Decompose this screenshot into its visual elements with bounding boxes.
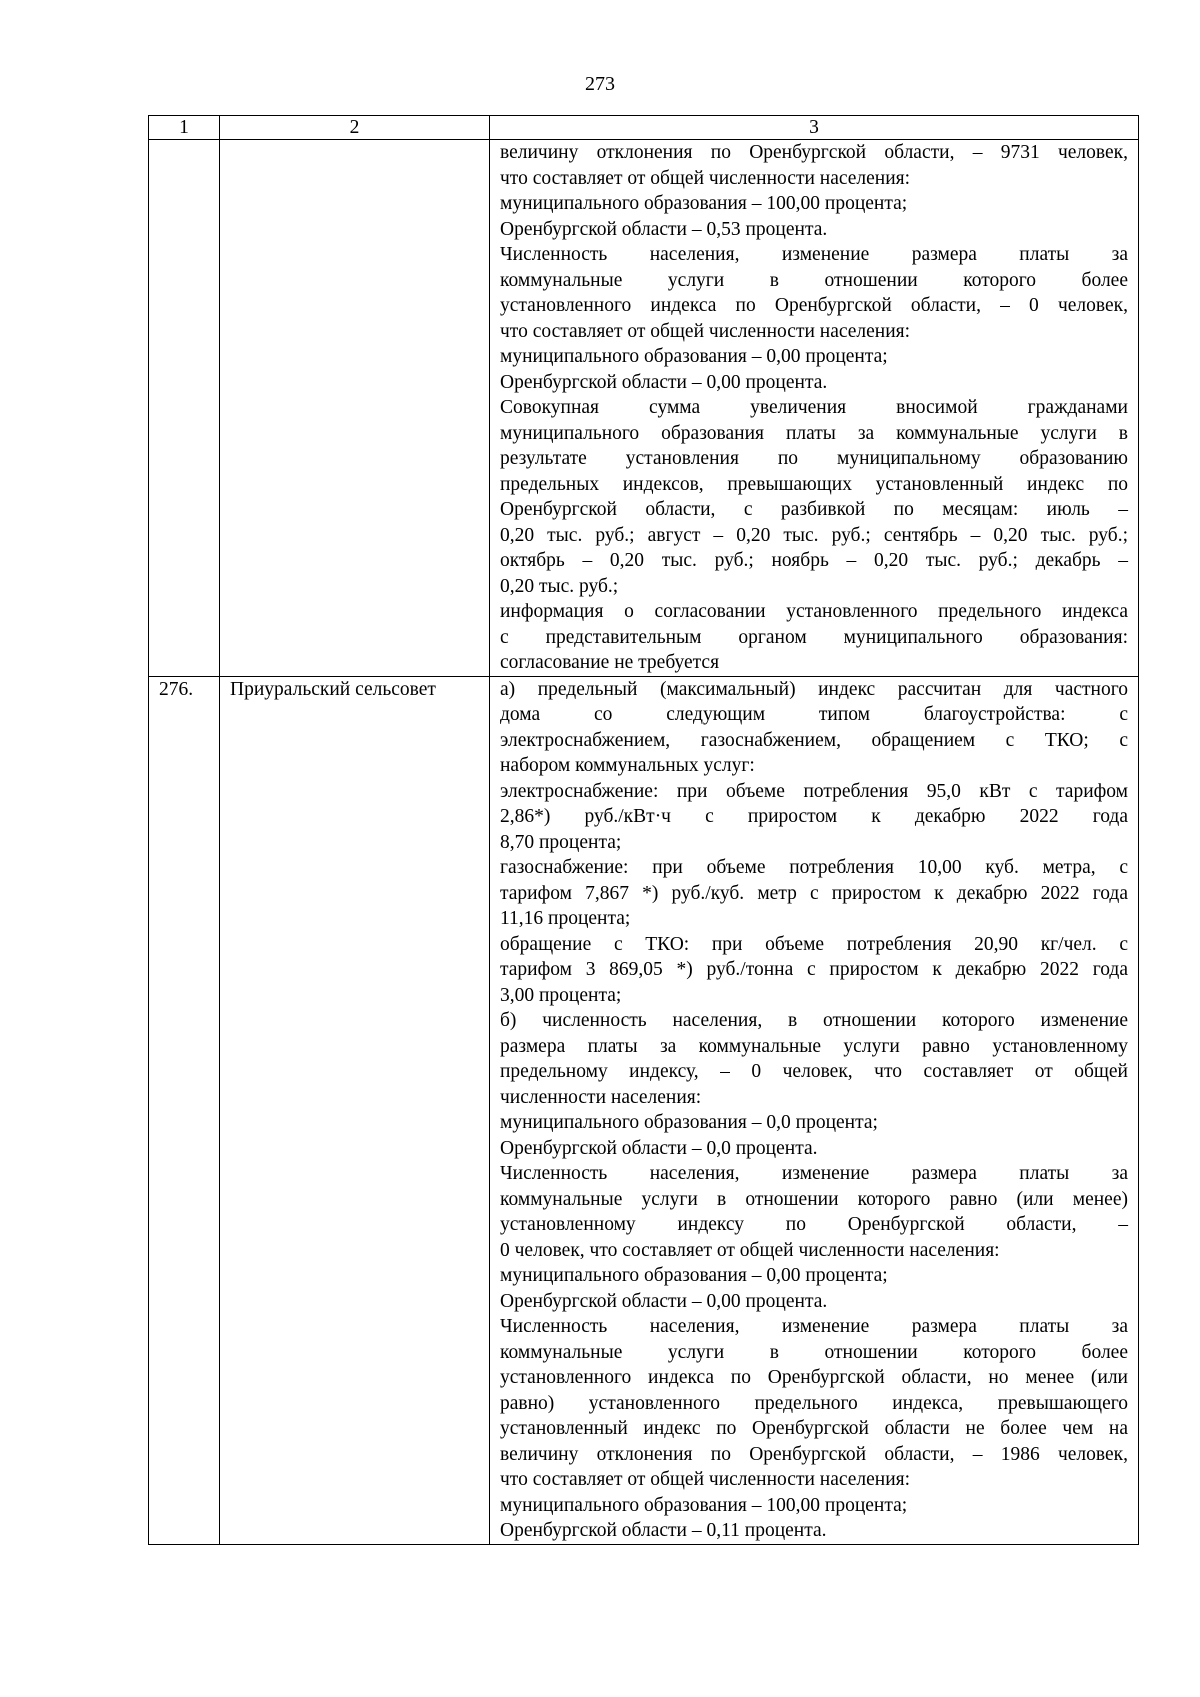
text-line: Оренбургской области, с разбивкой по месяцам: июль – (500, 499, 1128, 520)
municipality-name-cell (220, 140, 490, 677)
text-line: Оренбургской области – 0,11 процента. (500, 1520, 827, 1541)
text-line: муниципального образования – 0,0 процента; (500, 1112, 878, 1133)
text-line: набором коммунальных услуг: (500, 755, 755, 776)
text-line: информация о согласовании установленного предельного индекса (500, 601, 1128, 622)
text-line: б) численность населения, в отношении которого изменение (500, 1010, 1128, 1031)
text-line: что составляет от общей численности населения: (500, 167, 911, 189)
text-line: величину отклонения по Оренбургской области, – 1986 человек, (500, 1443, 1128, 1465)
indices-table (148, 115, 1139, 1545)
text-line: Численность населения, изменение размера платы за (500, 244, 1128, 265)
page-number: 273 (585, 73, 615, 95)
column-header: 2 (220, 116, 490, 140)
text-line: установленного индекса по Оренбургской области, но менее (или (500, 1367, 1128, 1388)
description-cell (490, 140, 1139, 677)
text-line: муниципального образования – 100,00 процента; (500, 1494, 908, 1516)
text-line: согласование не требуется (500, 652, 720, 673)
text-line: 0 человек, что составляет от общей численности населения: (500, 1239, 1000, 1261)
text-line: коммунальные услуги в отношении которого более (500, 269, 1128, 291)
text-line: что составляет от общей численности населения: (500, 320, 911, 342)
text-line: 11,16 процента; (500, 908, 631, 929)
text-line: результате установления по муниципальному образованию (500, 448, 1128, 469)
text-line: обращение с ТКО: при объеме потребления 20,90 кг/чел. с (500, 933, 1128, 955)
text-line: 0,20 тыс. руб.; (500, 575, 619, 597)
text-line: величину отклонения по Оренбургской области, – 9731 человек, (500, 142, 1128, 163)
text-line: коммунальные услуги в отношении которого равно (или менее) (500, 1188, 1128, 1210)
text-line: Численность населения, изменение размера платы за (500, 1163, 1128, 1184)
text-line: с представительным органом муниципального образования: (500, 626, 1128, 648)
text-line: коммунальные услуги в отношении которого более (500, 1341, 1128, 1363)
text-line: численности населения: (500, 1086, 702, 1108)
table-row (149, 140, 1139, 677)
row-number-cell: 276. (149, 676, 220, 1544)
text-line: предельному индексу, – 0 человек, что составляет от общей (500, 1061, 1128, 1082)
text-line: установленный индекс по Оренбургской области не более чем на (500, 1418, 1128, 1439)
text-line: газоснабжение: при объеме потребления 10,00 куб. метра, с (500, 857, 1128, 878)
text-line: электроснабжением, газоснабжением, обращением с ТКО; с (500, 729, 1128, 751)
text-line: Оренбургской области – 0,00 процента. (500, 1290, 828, 1312)
municipality-name-cell: Приуральский сельсовет (220, 676, 490, 1544)
text-line: Оренбургской области – 0,0 процента. (500, 1137, 818, 1159)
text-line: установленному индексу по Оренбургской области, – (500, 1214, 1128, 1235)
column-header: 1 (149, 116, 220, 140)
table-row (149, 676, 1139, 1544)
text-line: Оренбургской области – 0,00 процента. (500, 371, 828, 393)
text-line: муниципального образования – 100,00 процента; (500, 193, 908, 214)
text-line: равно) установленного предельного индекса, превышающего (500, 1392, 1128, 1414)
text-line: 2,86*) руб./кВт·ч с приростом к декабрю 2022 года (500, 806, 1128, 827)
text-line: октябрь – 0,20 тыс. руб.; ноябрь – 0,20 тыс. руб.; декабрь – (500, 550, 1128, 571)
text-line: дома со следующим типом благоустройства: с (500, 704, 1128, 725)
row-number-cell (149, 140, 220, 677)
text-line: что составляет от общей численности населения: (500, 1469, 911, 1490)
text-line: Оренбургской области – 0,53 процента. (500, 218, 828, 240)
text-line: 3,00 процента; (500, 984, 622, 1006)
text-line: предельных индексов, превышающих установленный индекс по (500, 473, 1128, 495)
text-line: электроснабжение: при объеме потребления 95,0 кВт с тарифом (500, 780, 1128, 802)
column-header: 3 (490, 116, 1139, 140)
text-line: тарифом 7,867 *) руб./куб. метр с приростом к декабрю 2022 года (500, 882, 1128, 904)
text-line: муниципального образования – 0,00 процента; (500, 346, 888, 367)
text-line: тарифом 3 869,05 *) руб./тонна с приростом к декабрю 2022 года (500, 959, 1128, 980)
text-line: размера платы за коммунальные услуги равно установленному (500, 1035, 1128, 1057)
text-line: 8,70 процента; (500, 831, 622, 853)
text-line: муниципального образования – 0,00 процента; (500, 1265, 888, 1286)
text-line: Численность населения, изменение размера платы за (500, 1316, 1128, 1337)
table-header-row (149, 116, 1139, 140)
description-cell (490, 676, 1139, 1544)
text-line: 0,20 тыс. руб.; август – 0,20 тыс. руб.; сентябрь – 0,20 тыс. руб.; (500, 524, 1128, 546)
text-line: Совокупная сумма увеличения вносимой гражданами (500, 397, 1128, 418)
text-line: муниципального образования платы за коммунальные услуги в (500, 422, 1128, 444)
text-line: установленного индекса по Оренбургской области, – 0 человек, (500, 295, 1128, 316)
text-line: а) предельный (максимальный) индекс рассчитан для частного (500, 678, 1128, 700)
